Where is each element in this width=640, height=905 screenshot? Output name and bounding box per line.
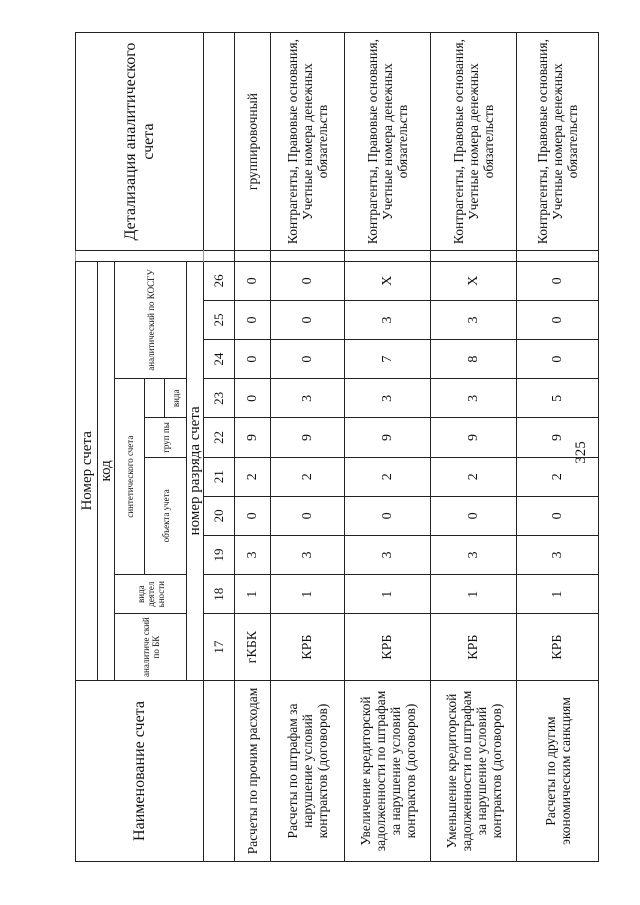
code-cell: 9: [517, 418, 599, 457]
digit-label: 24: [204, 340, 235, 379]
table-row: [431, 33, 517, 862]
code-cell: X: [345, 261, 431, 300]
code-cell: 9: [235, 418, 271, 457]
rotated-table-container: [75, 32, 580, 862]
code-cell: 0: [345, 496, 431, 535]
code-cell: 5: [517, 379, 599, 418]
account-name-cell: Увеличение кредиторской задолженности по штрафам за нарушение условий контрактов (договоров): [345, 680, 431, 861]
code-cell: 3: [345, 300, 431, 339]
digit-label: 26: [204, 261, 235, 300]
digit-number-header: номер разряда счета: [187, 261, 204, 680]
code-cell: 0: [235, 340, 271, 379]
code-cell: 0: [271, 261, 345, 300]
code-cell: 1: [345, 575, 431, 614]
table-row: [517, 33, 599, 862]
page-number-text: 325: [572, 440, 589, 464]
digit-label: 23: [204, 379, 235, 418]
code-cell: 2: [431, 457, 517, 496]
code-cell: X: [431, 261, 517, 300]
digit-row-detail-blank: [204, 33, 235, 251]
code-cell: 3: [345, 535, 431, 574]
code-cell: 0: [271, 300, 345, 339]
analytic-bk-header: аналитиче ский по БК: [115, 614, 187, 681]
row-spacer: [271, 251, 345, 262]
detail-header: Детализация аналитического счета: [76, 33, 204, 251]
code-cell: 0: [517, 340, 599, 379]
table-row: [345, 33, 431, 862]
row-spacer: [345, 251, 431, 262]
digit-label: 25: [204, 300, 235, 339]
code-cell: 0: [517, 300, 599, 339]
digit-label: 17: [204, 614, 235, 681]
digit-label: 20: [204, 496, 235, 535]
code-cell: КРБ: [431, 614, 517, 681]
detail-cell: Контрагенты, Правовые основания, Учетные номера денежных обязательств: [345, 33, 431, 251]
detail-cell: Контрагенты, Правовые основания, Учетные номера денежных обязательств: [517, 33, 599, 251]
code-cell: 1: [235, 575, 271, 614]
spacer-column: [76, 251, 204, 262]
code-cell: 0: [431, 496, 517, 535]
code-cell: 8: [431, 340, 517, 379]
code-cell: 1: [517, 575, 599, 614]
digit-row-name-blank: [204, 680, 235, 861]
kind-header-top: [145, 379, 165, 418]
code-cell: 3: [431, 379, 517, 418]
digit-labels-row: [204, 33, 235, 862]
digit-label: 18: [204, 575, 235, 614]
row-spacer: [431, 251, 517, 262]
table-row: [235, 33, 271, 862]
code-cell: 1: [271, 575, 345, 614]
code-cell: 0: [235, 261, 271, 300]
code-cell: 0: [271, 340, 345, 379]
code-cell: 3: [235, 535, 271, 574]
detail-cell: Контрагенты, Правовые основания, Учетные номера денежных обязательств: [271, 33, 345, 251]
code-cell: 2: [345, 457, 431, 496]
analytic-kosgu-header: аналитический по КОСГУ: [115, 261, 187, 379]
detail-cell: группировочный: [235, 33, 271, 251]
code-cell: 3: [345, 379, 431, 418]
activity-type-header: вида деятел ьности: [115, 575, 187, 614]
account-name-cell: Расчеты по прочим расходам: [235, 680, 271, 861]
code-cell: 3: [431, 535, 517, 574]
detail-cell: Контрагенты, Правовые основания, Учетные номера денежных обязательств: [431, 33, 517, 251]
code-cell: 0: [517, 261, 599, 300]
code-cell: 0: [235, 379, 271, 418]
code-cell: КРБ: [517, 614, 599, 681]
code-cell: 2: [235, 457, 271, 496]
code-cell: 3: [271, 379, 345, 418]
code-cell: 3: [517, 535, 599, 574]
code-cell: 0: [235, 300, 271, 339]
code-cell: 7: [345, 340, 431, 379]
group-header: груп пы: [145, 418, 187, 457]
code-cell: 9: [431, 418, 517, 457]
synthetic-header: синтетического счета: [115, 379, 145, 575]
account-name-cell: Расчеты по штрафам за нарушение условий контрактов (договоров): [271, 680, 345, 861]
header-row-1: [76, 33, 98, 862]
code-cell: 3: [271, 535, 345, 574]
code-cell: 0: [271, 496, 345, 535]
code-cell: 3: [431, 300, 517, 339]
digit-row-spacer: [204, 251, 235, 262]
kind-header: вида: [165, 379, 187, 418]
chart-of-accounts-table: [75, 32, 599, 862]
code-cell: гКБК: [235, 614, 271, 681]
digit-label: 19: [204, 535, 235, 574]
code-header: код: [98, 261, 115, 680]
code-cell: 0: [517, 496, 599, 535]
row-spacer: [235, 251, 271, 262]
account-object-header: объекта учета: [145, 457, 187, 575]
code-cell: 0: [235, 496, 271, 535]
code-cell: 1: [431, 575, 517, 614]
code-cell: КРБ: [345, 614, 431, 681]
account-number-header: Номер счета: [76, 261, 98, 680]
account-name-cell: Расчеты по другим экономическим санкциям: [517, 680, 599, 861]
account-name-cell: Уменьшение кредиторской задолженности по штрафам за нарушение условий контрактов (договоров): [431, 680, 517, 861]
code-cell: КРБ: [271, 614, 345, 681]
digit-label: 22: [204, 418, 235, 457]
code-cell: 2: [271, 457, 345, 496]
code-cell: 9: [345, 418, 431, 457]
row-spacer: [517, 251, 599, 262]
account-name-header: Наименование счета: [76, 680, 204, 861]
digit-label: 21: [204, 457, 235, 496]
code-cell: 9: [271, 418, 345, 457]
table-row: [271, 33, 345, 862]
code-cell: 2: [517, 457, 599, 496]
